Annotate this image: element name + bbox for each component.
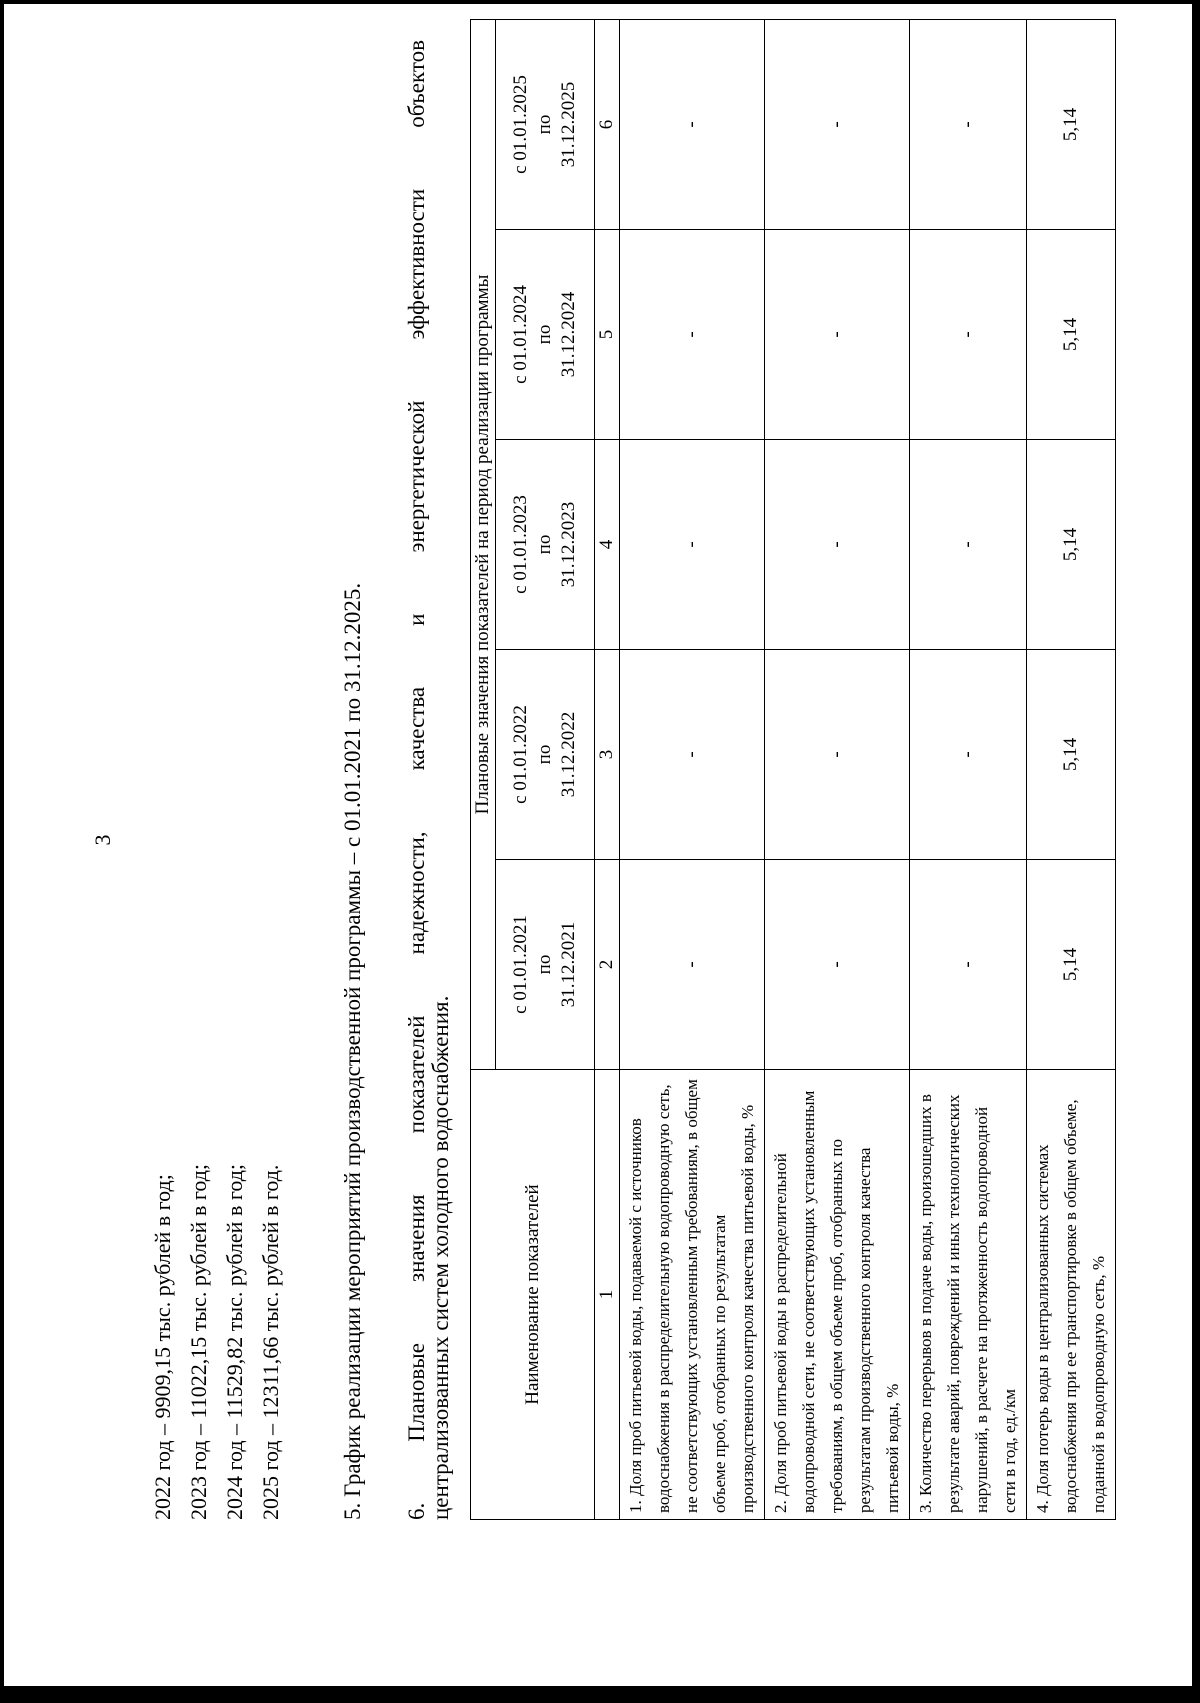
indicator-name-line: 3. Количество перерывов в подаче воды, произошедших в <box>916 1094 935 1513</box>
section-6-word: объектов <box>404 40 429 128</box>
indicator-name-line: результате аварий, повреждений и иных технологических <box>944 1094 963 1513</box>
indicator-name <box>765 1070 910 1520</box>
column-number: 1 <box>595 1070 620 1520</box>
indicator-name-line: питьевой воды, % <box>883 1383 902 1513</box>
indicator-name-line: 4. Доля потерь воды в централизованных системах <box>1033 1144 1052 1513</box>
indicator-name-line: 2. Доля проб питьевой воды в распределительной <box>771 1153 790 1513</box>
section-6-word: и <box>404 613 429 626</box>
indicator-value: 5,14 <box>1027 650 1116 860</box>
indicator-name-line: сети в год, ед./км <box>1000 1388 1019 1513</box>
year-line-2023: 2023 год – 11022,15 тыс. рублей в год; <box>186 1164 211 1520</box>
period-header-2024 <box>496 230 595 440</box>
name-column-header: Наименование показателей <box>471 1070 595 1520</box>
indicator-value: - <box>620 650 765 860</box>
period-from: с 01.01.2023 <box>510 495 531 594</box>
scan-edge-right <box>1192 0 1200 1703</box>
indicator-value: - <box>910 230 1027 440</box>
period-header-2022 <box>496 650 595 860</box>
section-6-word: энергетической <box>404 400 429 553</box>
indicator-name-line: нарушений, в расчете на протяженность водопроводной <box>972 1106 991 1513</box>
section-6-word: качества <box>404 686 429 771</box>
table-header-row <box>471 20 496 1520</box>
indicator-value: 5,14 <box>1027 20 1116 230</box>
section-6-word: показателей <box>404 1015 429 1134</box>
indicator-value: 5,14 <box>1027 230 1116 440</box>
period-from: с 01.01.2025 <box>510 75 531 174</box>
period-to: 31.12.2021 <box>558 921 579 1008</box>
indicator-value: - <box>620 860 765 1070</box>
scan-edge-top <box>0 0 1200 4</box>
indicator-name-line: водоснабжения в распределительную водопроводную сеть, <box>654 1084 673 1513</box>
indicator-value: - <box>765 230 910 440</box>
table-row <box>765 20 910 1520</box>
indicator-name <box>1027 1070 1116 1520</box>
period-from: с 01.01.2021 <box>510 915 531 1014</box>
period-mid: по <box>534 954 555 975</box>
indicator-name-line: результатам производственного контроля качества <box>855 1147 874 1513</box>
section-6-word: надежности, <box>404 831 429 955</box>
indicator-value: - <box>620 20 765 230</box>
indicator-value: - <box>910 20 1027 230</box>
indicator-name <box>620 1070 765 1520</box>
indicator-value: 5,14 <box>1027 440 1116 650</box>
indicator-name-line: 1. Доля проб питьевой воды, подаваемой с источников <box>626 1118 645 1513</box>
section-6-line-1 <box>405 40 429 1520</box>
scan-edge-bottom <box>0 1686 1200 1703</box>
period-mid: по <box>534 534 555 555</box>
section-6-line-2: централизованных систем холодного водоснабжения. <box>428 995 453 1520</box>
section-6-word: Плановые <box>404 1343 429 1442</box>
section-6-word: значения <box>404 1194 429 1283</box>
scan-edge-left <box>0 0 4 1703</box>
indicator-value: - <box>910 860 1027 1070</box>
table-row <box>1027 20 1116 1520</box>
indicator-value: 5,14 <box>1027 860 1116 1070</box>
indicator-name-line: водопроводной сети, не соответствующих установленным <box>799 1090 818 1513</box>
column-number-row <box>595 20 620 1520</box>
period-to: 31.12.2022 <box>558 711 579 798</box>
column-number: 6 <box>595 20 620 230</box>
year-line-2025: 2025 год – 12311,66 тыс. рублей в год. <box>258 1164 283 1520</box>
period-mid: по <box>534 324 555 345</box>
period-mid: по <box>534 744 555 765</box>
indicator-value: - <box>765 440 910 650</box>
column-number: 4 <box>595 440 620 650</box>
period-to: 31.12.2025 <box>558 81 579 168</box>
indicator-value: - <box>620 440 765 650</box>
period-header-2021 <box>496 860 595 1070</box>
period-header-2023 <box>496 440 595 650</box>
indicator-name-line: не соответствующих установленным требованиям, в общем <box>682 1079 701 1513</box>
indicator-value: - <box>910 440 1027 650</box>
period-to: 31.12.2023 <box>558 501 579 588</box>
indicator-name-line: водоснабжения при ее транспортировке в общем объеме, <box>1061 1099 1080 1513</box>
period-header-2025 <box>496 20 595 230</box>
year-funding-list <box>145 1164 289 1520</box>
period-mid: по <box>534 114 555 135</box>
year-line-2024: 2024 год – 11529,82 тыс. рублей в год; <box>222 1164 247 1520</box>
indicator-name-line: объеме проб, отобранных по результатам <box>710 1214 729 1513</box>
column-number: 5 <box>595 230 620 440</box>
rotated-page-content <box>60 40 1140 1640</box>
table-row <box>620 20 765 1520</box>
indicator-name <box>910 1070 1027 1520</box>
year-line-2022: 2022 год – 9909,15 тыс. рублей в год; <box>150 1174 175 1520</box>
indicator-value: - <box>910 650 1027 860</box>
column-number: 3 <box>595 650 620 860</box>
period-from: с 01.01.2022 <box>510 705 531 804</box>
period-to: 31.12.2024 <box>558 291 579 378</box>
indicator-name-line: производственного контроля качества питьевой воды, % <box>738 1104 757 1513</box>
indicators-table <box>470 19 1116 1520</box>
period-from: с 01.01.2024 <box>510 285 531 384</box>
indicator-value: - <box>765 20 910 230</box>
section-5-heading: 5. График реализации мероприятий производственной программы – с 01.01.2021 по 31.12.2025. <box>340 582 365 1520</box>
indicator-name-line: требованиям, в общем объеме проб, отобранных по <box>827 1138 846 1513</box>
table-row <box>910 20 1027 1520</box>
section-6-word: 6. <box>404 1502 429 1520</box>
indicator-value: - <box>765 650 910 860</box>
group-header: Плановые значения показателей на период реализации программы <box>471 20 496 1070</box>
section-6-heading <box>405 40 453 1520</box>
section-6-word: эффективности <box>404 188 429 340</box>
column-number: 2 <box>595 860 620 1070</box>
page-number: 3 <box>90 834 115 846</box>
indicator-value: - <box>765 860 910 1070</box>
indicator-value: - <box>620 230 765 440</box>
indicator-name-line: поданной в водопроводную сеть, % <box>1089 1255 1108 1513</box>
